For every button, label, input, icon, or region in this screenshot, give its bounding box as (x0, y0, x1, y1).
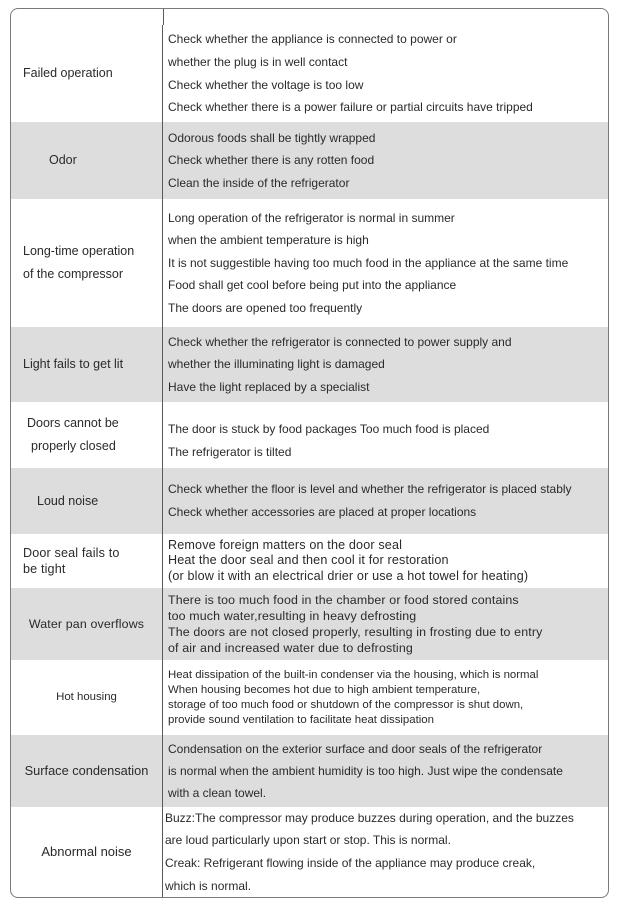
problem-cell (11, 25, 163, 122)
problem-label: Hot housing (56, 691, 117, 703)
solution-line: Food shall get cool before being put into the appliance (168, 278, 457, 293)
solution-cell (163, 534, 608, 588)
solution-line: There is too much food in the chamber or food stored contains (168, 593, 519, 607)
solution-line: Buzz:The compressor may produce buzzes during operation, and the buzzes (165, 810, 574, 825)
problem-label: Door seal fails to (23, 546, 120, 560)
column-divider-top (163, 9, 164, 25)
problem-label: properly closed (31, 439, 116, 453)
problem-cell (11, 122, 163, 199)
solution-line: is normal when the ambient humidity is too high. Just wipe the condensate (168, 763, 563, 778)
problem-label: be tight (23, 562, 66, 576)
solution-line: Check whether the voltage is too low (168, 77, 364, 92)
solution-line: The doors are opened too frequently (168, 300, 363, 315)
solution-cell (163, 588, 608, 660)
table-row (11, 402, 608, 468)
problem-cell (11, 402, 163, 468)
solution-line: Remove foreign matters on the door seal (168, 537, 403, 552)
table-row (11, 660, 608, 735)
solution-line: Check whether there is a power failure or partial circuits have tripped (168, 100, 533, 115)
problem-cell (11, 807, 163, 897)
problem-label: Odor (49, 153, 77, 168)
solution-line: are loud particularly upon start or stop. This is normal. (165, 833, 451, 848)
problem-cell (11, 660, 163, 735)
solution-line: Condensation on the exterior surface and door seals of the refrigerator (168, 741, 543, 756)
problem-label: Abnormal noise (41, 843, 132, 859)
table-row (11, 327, 608, 402)
solution-line: It is not suggestible having too much food in the appliance at the same time (168, 255, 569, 270)
problem-label: Surface condensation (24, 762, 149, 778)
solution-line: The refrigerator is tilted (168, 445, 292, 459)
solution-line: Creak: Refrigerant flowing inside of the appliance may produce creak, (165, 856, 536, 870)
problem-cell (11, 468, 163, 534)
problem-label: of the compressor (23, 267, 124, 281)
solution-line: which is normal. (165, 878, 252, 893)
solution-cell (163, 122, 608, 199)
problem-label: Water pan overflows (28, 617, 145, 631)
problem-label: Light fails to get lit (23, 357, 124, 372)
solution-line: Have the light replaced by a specialist (168, 379, 370, 394)
solution-line: when the ambient temperature is high (168, 233, 369, 248)
solution-cell (163, 660, 608, 735)
solution-line: Heat dissipation of the built-in condenser via the housing, which is normal (168, 668, 539, 681)
solution-line: Check whether there is any rotten food (168, 153, 375, 168)
problem-cell (11, 199, 163, 327)
problem-label: Doors cannot be (27, 416, 119, 431)
solution-cell (163, 402, 608, 468)
solution-line: Long operation of the refrigerator is normal in summer (168, 210, 455, 225)
solution-cell (163, 735, 608, 807)
solution-cell (163, 25, 608, 122)
solution-line: Odorous foods shall be tightly wrapped (168, 130, 376, 145)
problem-cell (11, 735, 163, 807)
table-row (11, 199, 608, 327)
problem-label: Long-time operation (23, 244, 135, 259)
solution-line: Clean the inside of the refrigerator (168, 175, 350, 190)
solution-line: Check whether accessories are placed at proper locations (168, 505, 477, 519)
solution-line: whether the illuminating light is damaged (168, 357, 385, 372)
problem-cell (11, 327, 163, 402)
problem-label: Loud noise (37, 493, 99, 508)
problem-label: Failed operation (23, 66, 113, 81)
solution-line: with a clean towel. (168, 786, 267, 801)
table-row (11, 25, 608, 122)
solution-line: Check whether the floor is level and whether the refrigerator is placed stably (168, 482, 572, 497)
solution-cell (163, 327, 608, 402)
table-row (11, 807, 608, 897)
solution-line: The door is stuck by food packages Too much food is placed (168, 422, 490, 437)
problem-cell (11, 588, 163, 660)
solution-line: (or blow it with an electrical drier or use a hot towel for heating) (168, 568, 529, 583)
solution-line: too much water,resulting in heavy defrosting (168, 609, 417, 623)
solution-cell (163, 807, 608, 897)
problem-cell (11, 534, 163, 588)
solution-line: Check whether the refrigerator is connected to power supply and (168, 334, 512, 349)
solution-line: provide sound ventilation to facilitate heat dissipation (168, 713, 434, 726)
solution-line: The doors are not closed properly, resulting in frosting due to entry (168, 625, 543, 639)
solution-cell (163, 199, 608, 327)
table-row (11, 588, 608, 660)
table-row (11, 534, 608, 588)
solution-cell (163, 468, 608, 534)
solution-line: whether the plug is in well contact (168, 54, 348, 69)
solution-line: Check whether the appliance is connected to power or (168, 32, 457, 47)
solution-line: storage of too much food or shutdown of the compressor is shut down, (168, 698, 524, 711)
solution-line: Heat the door seal and then cool it for restoration (168, 553, 449, 568)
troubleshooting-table (10, 8, 609, 898)
table-row (11, 122, 608, 199)
table-row (11, 735, 608, 807)
solution-line: When housing becomes hot due to high ambient temperature, (168, 683, 481, 696)
table-row (11, 468, 608, 534)
solution-line: of air and increased water due to defrosting (168, 641, 413, 655)
